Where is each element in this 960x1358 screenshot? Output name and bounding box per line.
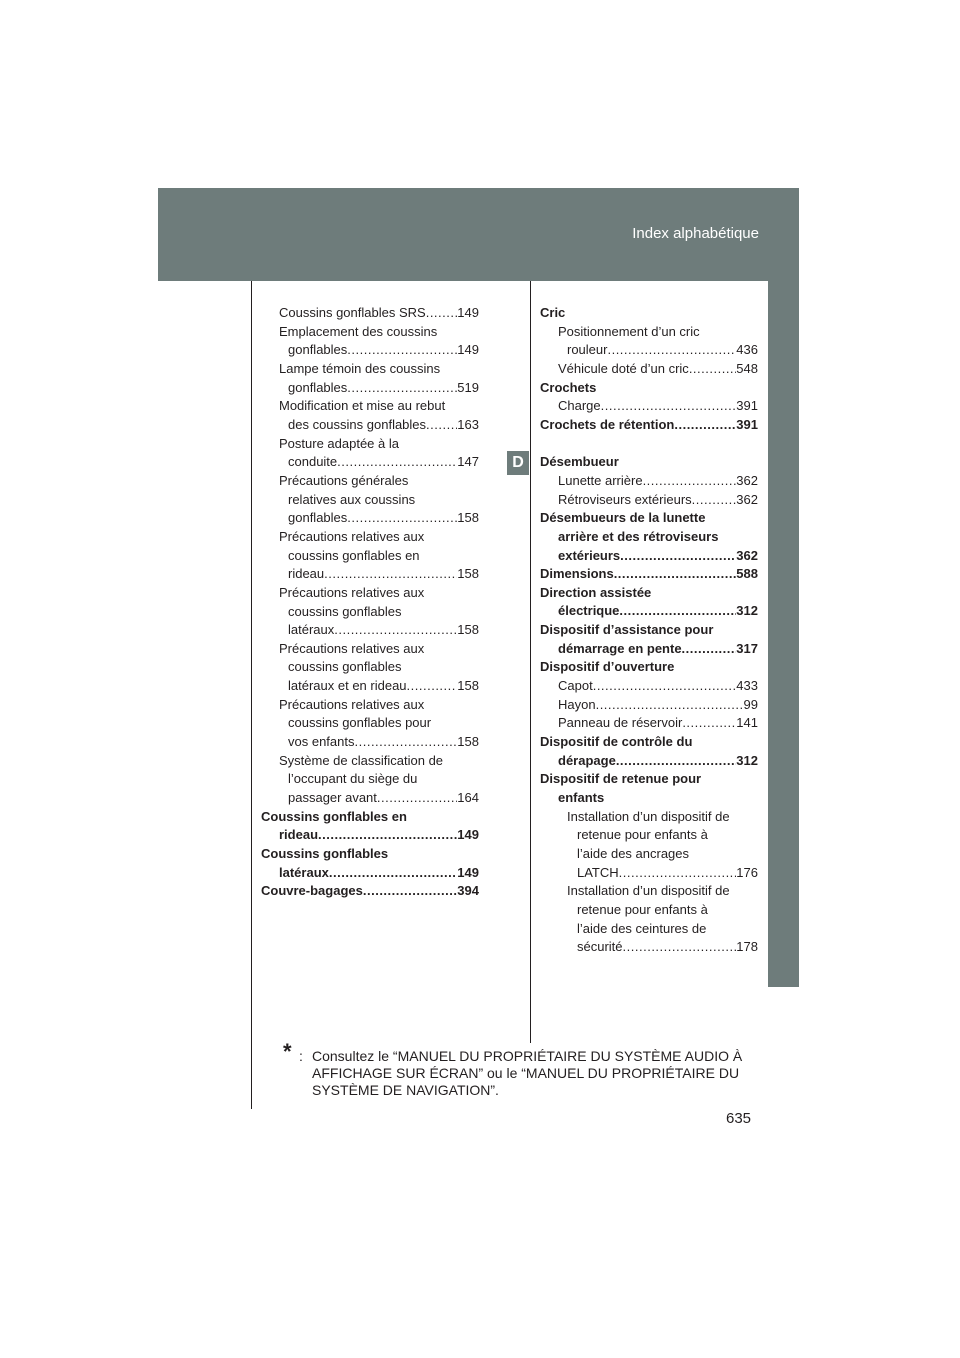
leader-dots — [347, 379, 457, 398]
entry-text: gonflables — [288, 510, 348, 526]
entry-text: rideau — [279, 827, 319, 843]
page-ref: 176 — [736, 864, 758, 880]
header-band — [158, 188, 799, 281]
leader-dots — [363, 882, 457, 901]
index-entry — [261, 435, 479, 472]
entry-text: relatives aux coussins — [288, 491, 416, 507]
index-entry — [261, 323, 479, 360]
page-ref: 178 — [736, 939, 758, 955]
index-entry — [261, 808, 479, 845]
entry-text: Couvre-bagages — [261, 883, 363, 899]
entry-text: vos enfants — [288, 734, 355, 750]
entry-text: rouleur — [567, 342, 608, 358]
entry-text: Charge — [558, 398, 601, 414]
index-entry — [261, 360, 479, 397]
leader-dots — [407, 677, 458, 696]
index-entry — [540, 360, 758, 379]
index-entry — [540, 472, 758, 491]
page-ref: 362 — [736, 547, 758, 563]
entry-text: Crochets — [540, 379, 597, 395]
entry-text: Positionnement d’un cric — [558, 323, 700, 339]
leader-dots — [616, 752, 736, 771]
index-entry — [540, 696, 758, 715]
leader-dots — [607, 341, 736, 360]
page-ref: 147 — [457, 454, 479, 470]
page-ref: 548 — [736, 360, 758, 376]
leader-dots — [619, 864, 737, 883]
index-entry — [261, 397, 479, 434]
page-ref: 362 — [736, 472, 758, 488]
page-ref: 391 — [736, 416, 758, 432]
entry-text: Dispositif d’ouverture — [540, 659, 675, 675]
entry-text: Cric — [540, 305, 566, 320]
entry-text: rideau — [288, 566, 325, 582]
page-ref: 149 — [457, 342, 479, 358]
entry-text: Lunette arrière — [558, 472, 643, 488]
entry-text: Désembueur — [540, 454, 619, 470]
index-entry — [540, 677, 758, 696]
leader-dots — [324, 565, 457, 584]
page-ref: 394 — [457, 883, 479, 899]
entry-text: coussins gonflables pour — [288, 715, 432, 731]
page-ref: 158 — [457, 566, 479, 582]
page-ref: 391 — [736, 398, 758, 414]
page-ref: 99 — [743, 696, 758, 712]
entry-text: Désembueurs de la lunette — [540, 510, 706, 526]
index-entry — [540, 882, 758, 957]
page-ref: 149 — [457, 305, 479, 320]
entry-text: dérapage — [558, 752, 616, 768]
entry-text: enfants — [558, 790, 605, 806]
entry-text: Posture adaptée à la — [279, 435, 399, 451]
footnote-asterisk: * — [283, 1039, 292, 1064]
page-ref: 433 — [736, 678, 758, 694]
index-entry — [261, 304, 479, 323]
index-entry — [540, 491, 758, 510]
entry-text: Coussins gonflables SRS — [279, 305, 426, 320]
page-ref: 141 — [736, 715, 758, 731]
index-entry — [261, 882, 479, 901]
index-entry — [540, 658, 758, 677]
page-ref: 158 — [457, 734, 479, 750]
page-ref: 317 — [736, 640, 758, 656]
index-entry — [261, 640, 479, 696]
page-ref: 436 — [736, 342, 758, 358]
index-entry — [540, 304, 758, 323]
entry-text: l’aide des ancrages — [577, 846, 690, 862]
entry-text: Précautions relatives aux — [279, 528, 425, 544]
index-entry — [540, 397, 758, 416]
thumb-index-tab — [768, 281, 799, 987]
center-column-rule — [530, 281, 531, 1043]
leader-dots — [619, 602, 736, 621]
page-ref: 312 — [736, 603, 758, 619]
leader-dots — [334, 621, 457, 640]
entry-text: Dimensions — [540, 566, 614, 582]
leader-dots — [674, 416, 736, 435]
page-ref: 163 — [457, 416, 479, 432]
entry-text: Hayon — [558, 696, 596, 712]
footnote-colon: : — [299, 1048, 303, 1064]
entry-text: Coussins gonflables — [261, 846, 389, 862]
leader-dots — [337, 453, 457, 472]
footnote — [283, 1039, 773, 1099]
leader-dots — [682, 714, 736, 733]
entry-text: coussins gonflables — [288, 659, 402, 675]
entry-text: Panneau de réservoir — [558, 715, 683, 731]
entry-text: latéraux — [279, 864, 329, 880]
entry-text: Système de classification de — [279, 752, 444, 768]
footnote-text: Consultez le “MANUEL DU PROPRIÉTAIRE DU SYSTÈME AUDIO À AFFICHAGE SUR ÉCRAN” ou le “MANUEL DU PROPRIÉTAIRE DU SYSTÈME DE NAVIGATION”. — [312, 1048, 743, 1098]
index-entry — [540, 453, 758, 472]
index-entry — [261, 584, 479, 640]
entry-text: Installation d’un dispositif de — [567, 808, 730, 824]
page-number: 635 — [726, 1110, 752, 1127]
index-entry — [540, 416, 758, 435]
entry-text: Crochets de rétention — [540, 416, 675, 432]
leader-dots — [692, 491, 737, 510]
entry-text: retenue pour enfants à — [577, 901, 708, 917]
entry-text: latéraux et en rideau — [288, 678, 407, 694]
entry-text: démarrage en pente — [558, 640, 682, 656]
index-entry — [261, 845, 479, 882]
leader-dots — [596, 696, 744, 715]
entry-text: Coussins gonflables en — [261, 808, 407, 824]
leader-dots — [426, 416, 457, 435]
leader-dots — [593, 677, 737, 696]
page-ref: 588 — [736, 566, 758, 582]
entry-text: Rétroviseurs extérieurs — [558, 491, 692, 507]
entry-text: arrière et des rétroviseurs — [558, 528, 719, 544]
leader-dots — [347, 341, 457, 360]
entry-text: Précautions générales — [279, 472, 409, 488]
leader-dots — [620, 547, 736, 566]
index-entry — [540, 323, 758, 360]
entry-text: LATCH — [577, 864, 619, 880]
page-ref: 158 — [457, 622, 479, 638]
index-entry — [261, 696, 479, 752]
leader-dots — [318, 826, 457, 845]
entry-text: Emplacement des coussins — [279, 323, 438, 339]
leader-dots — [623, 938, 737, 957]
index-entry — [540, 714, 758, 733]
leader-dots — [689, 360, 736, 379]
page-ref: 312 — [736, 752, 758, 768]
entry-text: Installation d’un dispositif de — [567, 883, 730, 899]
leader-dots — [347, 509, 457, 528]
index-entry — [540, 584, 758, 621]
entry-text: Précautions relatives aux — [279, 696, 425, 712]
leader-dots — [614, 565, 737, 584]
entry-text: extérieurs — [558, 547, 621, 563]
entry-text: coussins gonflables en — [288, 547, 420, 563]
index-entry — [540, 621, 758, 658]
index-entry — [261, 472, 479, 528]
entry-text: des coussins gonflables — [288, 416, 427, 432]
entry-text: Véhicule doté d’un cric — [558, 360, 689, 376]
entry-text: gonflables — [288, 379, 348, 395]
page-ref: 158 — [457, 678, 479, 694]
leader-dots — [355, 733, 458, 752]
index-column-right — [540, 304, 758, 957]
entry-text: Dispositif de retenue pour — [540, 771, 702, 787]
letter-tab: D — [507, 451, 529, 475]
leader-dots — [682, 640, 737, 659]
entry-text: conduite — [288, 454, 338, 470]
entry-text: Dispositif de contrôle du — [540, 734, 693, 750]
leader-dots — [329, 864, 457, 883]
index-entry — [261, 528, 479, 584]
page-ref: 519 — [457, 379, 479, 395]
index-entry — [540, 565, 758, 584]
leader-dots — [601, 397, 737, 416]
section-title: Index alphabétique — [632, 225, 759, 242]
entry-text: Capot — [558, 678, 593, 694]
page-ref: 362 — [736, 491, 758, 507]
entry-text: coussins gonflables — [288, 603, 402, 619]
entry-text: Direction assistée — [540, 584, 652, 600]
entry-text: l’occupant du siège du — [288, 771, 418, 787]
index-entry — [540, 509, 758, 565]
page-ref: 164 — [457, 790, 479, 806]
entry-text: Lampe témoin des coussins — [279, 360, 441, 376]
entry-text: sécurité — [577, 939, 623, 955]
leader-dots — [426, 304, 458, 323]
entry-text: Modification et mise au rebut — [279, 398, 446, 414]
entry-text: électrique — [558, 603, 620, 619]
entry-text: Dispositif d’assistance pour — [540, 622, 714, 638]
page-ref: 149 — [457, 827, 479, 843]
index-entry — [261, 752, 479, 808]
index-entry — [540, 808, 758, 883]
entry-text: l’aide des ceintures de — [577, 920, 707, 936]
left-column-rule — [251, 281, 252, 1109]
leader-dots — [377, 789, 457, 808]
entry-text: passager avant — [288, 790, 377, 806]
entry-text: gonflables — [288, 342, 348, 358]
entry-text: Précautions relatives aux — [279, 640, 425, 656]
index-column-left — [261, 304, 479, 901]
entry-text: Précautions relatives aux — [279, 584, 425, 600]
entry-text: latéraux — [288, 622, 335, 638]
leader-dots — [643, 472, 737, 491]
entry-text: retenue pour enfants à — [577, 827, 708, 843]
index-entry — [540, 770, 758, 807]
page-ref: 158 — [457, 510, 479, 526]
index-entry — [540, 379, 758, 398]
page-ref: 149 — [457, 864, 479, 880]
index-entry — [540, 733, 758, 770]
